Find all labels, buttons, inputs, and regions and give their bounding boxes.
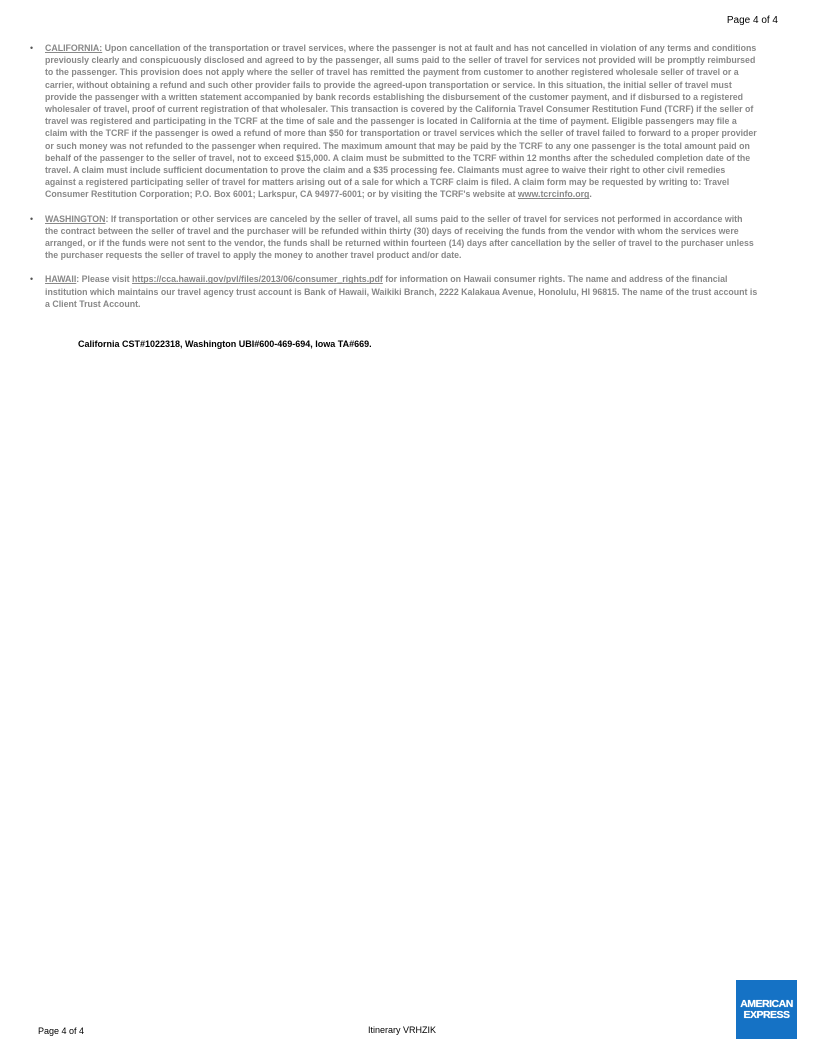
page-number-footer: Page 4 of 4 bbox=[38, 1026, 85, 1036]
consumer-rights-list bbox=[30, 42, 758, 322]
logo-line-2: EXPRESS bbox=[743, 1008, 790, 1021]
hawaii-consumer-rights-link[interactable]: https://cca.hawaii.gov/pvl/files/2013/06/consumer_rights.pdf bbox=[132, 274, 383, 285]
washington-heading: WASHINGTON bbox=[45, 213, 106, 224]
list-item-california bbox=[30, 42, 758, 201]
hawaii-paragraph bbox=[45, 273, 758, 310]
washington-paragraph bbox=[45, 213, 758, 262]
washington-body: : If transportation or other services are canceled by the seller of travel, all sums paid to the seller of travel for services not performed in accordance with the contract between the seller of travel and the purchaser will be refunded within thirty (30) days of receiving the funds from the vendor with whom the services were arranged, or if the funds were not sent to the vendor, the funds shall be returned within fourteen (14) days after cancellation by the seller of travel to the purchaser unless the purchaser requests the seller of travel to apply the money to another travel product and/or date. bbox=[45, 213, 754, 261]
california-heading: CALIFORNIA: bbox=[45, 43, 103, 53]
list-item-washington bbox=[30, 213, 758, 262]
logo-line-1: AMERICAN bbox=[740, 997, 793, 1010]
california-body: Upon cancellation of the transportation or travel services, where the passenger is not at fault and has not cancelled in violation of any terms and conditions previously clearly and conspicuously disclosed and agreed to by the passenger, all sums paid to the seller of travel for services not provided will be promptly reimbursed to the passenger. This provision does not apply where the seller of travel has remitted the payment from customer to another registered wholesale seller of travel or a carrier, without obtaining a refund and such other provider fails to provide the agreed-upon transportation or service. In this situation, the initial seller of travel must provide the passenger with a written statement accompanied by bank records establishing the disbursement of the customer payment, and if disbursed to a registered wholesaler of travel, proof of current registration of that wholesaler. This transaction is covered by the California Travel Consumer Restitution Fund (TCRF) if the seller of travel was registered and participating in the TCRF at the time of sale and the passenger is located in California at the time of payment. Eligible passengers may file a claim with the TCRF if the passenger is owed a refund of more than $50 for transportation or travel services which the seller of travel failed to forward to a proper provider or such money was not refunded to the passenger when required. The maximum amount that may be paid by the TCRF to any one passenger is the total amount paid on behalf of the passenger to the seller of travel, not to exceed $15,000. A claim must be submitted to the TCRF within 12 months after the scheduled completion date of the travel. A claim must include sufficient documentation to prove the claim and a $35 processing fee. Claimants must agree to waive their right to other civil remedies against a registered participating seller of travel for matters arising out of a sale for which a TCRF claim is filed. A claim form may be requested by writing to: Travel Consumer Restitution Corporation; P.O. Box 6001; Larkspur, CA 94977-6001; or by visiting the TCRF's website at bbox=[45, 43, 757, 200]
american-express-logo bbox=[736, 980, 797, 1039]
bullet-icon: • bbox=[30, 274, 34, 285]
page-number-header: Page 4 of 4 bbox=[726, 15, 778, 26]
hawaii-tail: for information on Hawaii consumer rights. The name and address of the financial institution which maintains our travel agency trust account is Bank of Hawaii, Waikiki Branch, 2222 Kalakaua Avenue, Honolulu, HI 96815. The name of the trust account is a Client Trust Account. bbox=[45, 274, 758, 309]
tcrf-website-link[interactable]: www.tcrcinfo.org bbox=[517, 189, 590, 200]
list-item-hawaii bbox=[30, 273, 758, 310]
license-numbers: California CST#1022318, Washington UBI#600-469-694, Iowa TA#669. bbox=[78, 339, 372, 349]
california-tail: . bbox=[589, 189, 592, 200]
bullet-icon: • bbox=[30, 43, 34, 53]
hawaii-body: : Please visit bbox=[76, 274, 133, 285]
bullet-icon: • bbox=[30, 213, 34, 224]
california-paragraph bbox=[45, 42, 758, 201]
itinerary-label: Itinerary VRHZIK bbox=[368, 1025, 437, 1035]
hawaii-heading: HAWAII bbox=[45, 274, 77, 285]
